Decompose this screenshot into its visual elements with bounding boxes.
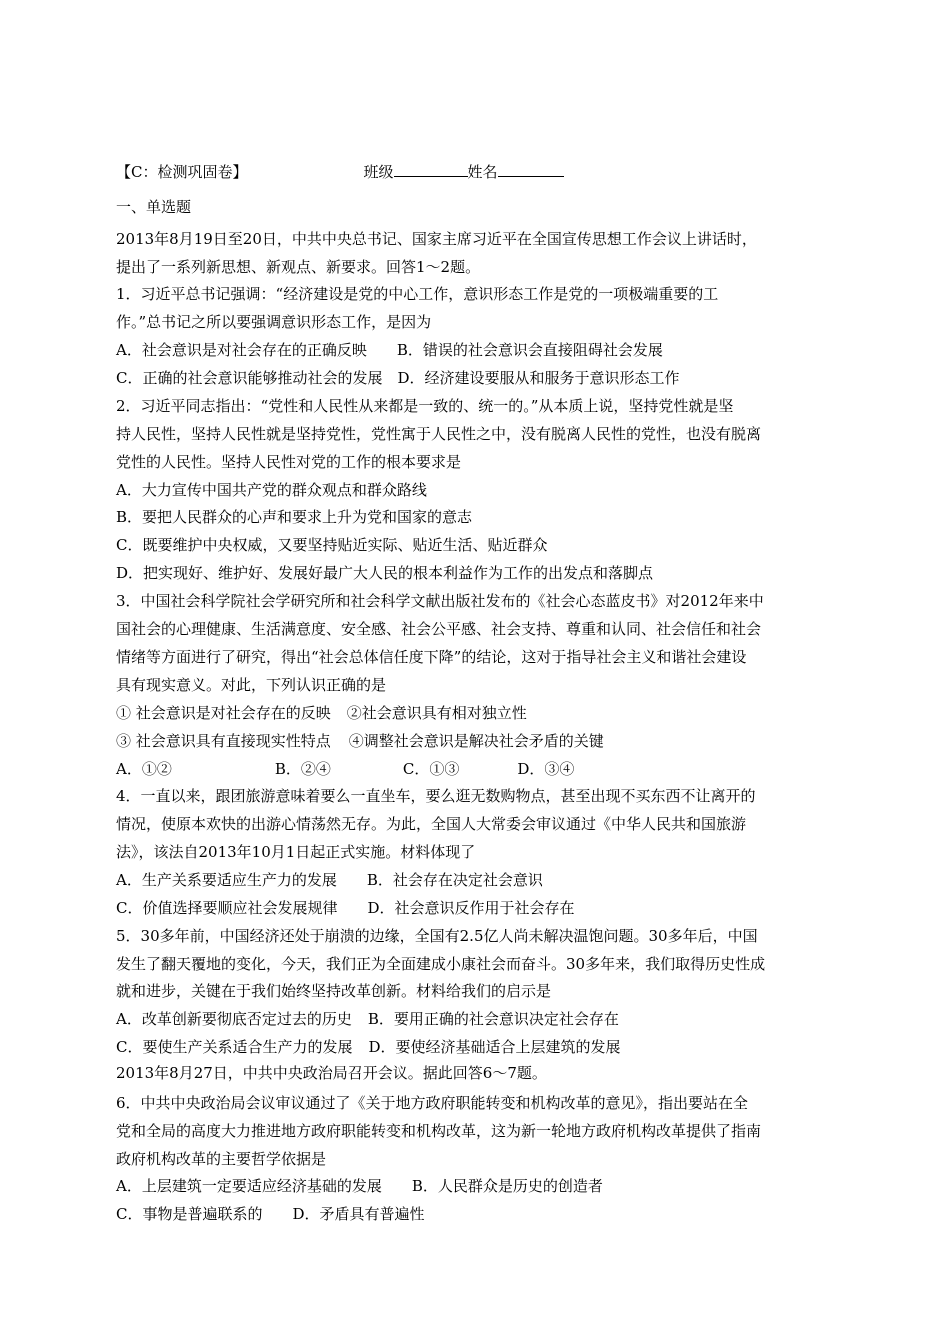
intro-text: 提出了一系列新思想、新观点、新要求。回答1～2题。: [116, 258, 481, 276]
option-c: C．正确的社会意识能够推动社会的发展: [116, 369, 383, 387]
statement-4: ④调整社会意识是解决社会矛盾的关键: [348, 732, 604, 750]
option-d: D．矛盾具有普遍性: [292, 1205, 425, 1223]
question-stem: 6．中共中央政治局会议审议通过了《关于地方政府职能转变和机构改革的意见》，指出要站在全: [116, 1094, 749, 1112]
question-stem: 法》，该法自2013年10月1日起正式实施。材料体现了: [116, 843, 476, 861]
header-line: [116, 160, 564, 182]
option-b: B．社会存在决定社会意识: [366, 871, 543, 889]
option-a: A．生产关系要适应生产力的发展: [116, 871, 337, 889]
name-blank[interactable]: [498, 160, 564, 177]
question-stem: 4．一直以来，跟团旅游意味着要么一直坐车，要么逛无数购物点，甚至出现不买东西不让离开的: [116, 787, 756, 805]
option-a: A．上层建筑一定要适应经济基础的发展: [116, 1177, 382, 1195]
option-row: [116, 1204, 425, 1224]
statement-3: ③ 社会意识具有直接现实性特点: [116, 732, 331, 750]
option-b: B．要把人民群众的心声和要求上升为党和国家的意志: [116, 508, 473, 526]
option-c: C．要使生产关系适合生产力的发展: [116, 1038, 353, 1056]
question-stem: 2．习近平同志指出：“党性和人民性从来都是一致的、统一的。”从本质上说，坚持党性就是坚: [116, 397, 734, 415]
option-b: B．②④: [274, 760, 331, 778]
option-b: B．要用正确的社会意识决定社会存在: [367, 1010, 619, 1028]
option-c: C．①③: [402, 760, 460, 778]
question-stem: 情绪等方面进行了研究，得出“社会总体信任度下降”的结论，这对于指导社会主义和谐社会建设: [116, 648, 747, 666]
question-stem: 发生了翻天覆地的变化，今天，我们正为全面建成小康社会而奋斗。30多年来，我们取得历史性成: [116, 955, 766, 973]
question-stem: 国社会的心理健康、生活满意度、安全感、社会公平感、社会支持、尊重和认同、社会信任和社会: [116, 620, 762, 638]
question-stem: 就和进步，关键在于我们始终坚持改革创新。材料给我们的启示是: [116, 982, 552, 1000]
option-d: D．③④: [517, 760, 575, 778]
name-label: 姓名: [467, 163, 498, 181]
question-stem: 党和全局的高度大力推进地方政府职能转变和机构改革，这为新一轮地方政府机构改革提供了指南: [116, 1122, 762, 1140]
option-row: [116, 898, 575, 918]
option-b: B．错误的社会意识会直接阻碍社会发展: [396, 341, 663, 359]
option-c: C．事物是普遍联系的: [116, 1205, 263, 1223]
option-row: [116, 340, 663, 360]
option-a: A．改革创新要彻底否定过去的历史: [116, 1010, 352, 1028]
statement-row: [116, 731, 604, 751]
section-title: 一、单选题: [116, 198, 192, 216]
option-row: [116, 870, 543, 890]
statement-1: ① 社会意识是对社会存在的反映: [116, 704, 331, 722]
option-d: D．社会意识反作用于社会存在: [367, 899, 575, 917]
option-a: A．社会意识是对社会存在的正确反映: [116, 341, 367, 359]
question-stem: 3．中国社会科学院社会学研究所和社会科学文献出版社发布的《社会心态蓝皮书》对2012年来中: [116, 592, 764, 610]
class-label: 班级: [363, 163, 394, 181]
intro-text: 2013年8月27日，中共中央政治局召开会议。据此回答6～7题。: [116, 1064, 547, 1082]
question-stem: 党性的人民性。坚持人民性对党的工作的根本要求是: [116, 453, 462, 471]
option-a: A．大力宣传中国共产党的群众观点和群众路线: [116, 481, 427, 499]
option-row: [116, 759, 574, 779]
option-a: A．①②: [116, 760, 172, 778]
question-stem: 具有现实意义。对此，下列认识正确的是: [116, 676, 387, 694]
intro-text: 2013年8月19日至20日，中共中央总书记、国家主席习近平在全国宣传思想工作会议上讲话时，: [116, 230, 757, 248]
option-d: D．把实现好、维护好、发展好最广大人民的根本利益作为工作的出发点和落脚点: [116, 564, 654, 582]
option-row: [116, 1009, 619, 1029]
statement-row: [116, 703, 527, 723]
question-stem: 持人民性，坚持人民性就是坚持党性，党性寓于人民性之中，没有脱离人民性的党性，也没有脱离: [116, 425, 762, 443]
option-d: D．要使经济基础适合上层建筑的发展: [368, 1038, 621, 1056]
option-row: [116, 1176, 603, 1196]
option-b: B．人民群众是历史的创造者: [411, 1177, 603, 1195]
option-c: C．价值选择要顺应社会发展规律: [116, 899, 338, 917]
statement-2: ②社会意识具有相对独立性: [346, 704, 527, 722]
question-stem: 作。”总书记之所以要强调意识形态工作，是因为: [116, 313, 432, 331]
question-stem: 政府机构改革的主要哲学依据是: [116, 1150, 327, 1168]
option-d: D．经济建设要服从和服务于意识形态工作: [397, 369, 680, 387]
option-row: [116, 368, 680, 388]
option-row: [116, 1037, 621, 1057]
question-stem: 1．习近平总书记强调：“经济建设是党的中心工作，意识形态工作是党的一项极端重要的工: [116, 285, 719, 303]
section-label: 【C：检测巩固卷】: [116, 163, 248, 181]
question-stem: 情况，使原本欢快的出游心情荡然无存。为此，全国人大常委会审议通过《中华人民共和国旅游: [116, 815, 747, 833]
question-stem: 5．30多年前，中国经济还处于崩溃的边缘，全国有2.5亿人尚未解决温饱问题。30多年后，中国: [116, 927, 758, 945]
class-blank[interactable]: [394, 160, 468, 177]
option-c: C．既要维护中央权威，又要坚持贴近实际、贴近生活、贴近群众: [116, 536, 548, 554]
